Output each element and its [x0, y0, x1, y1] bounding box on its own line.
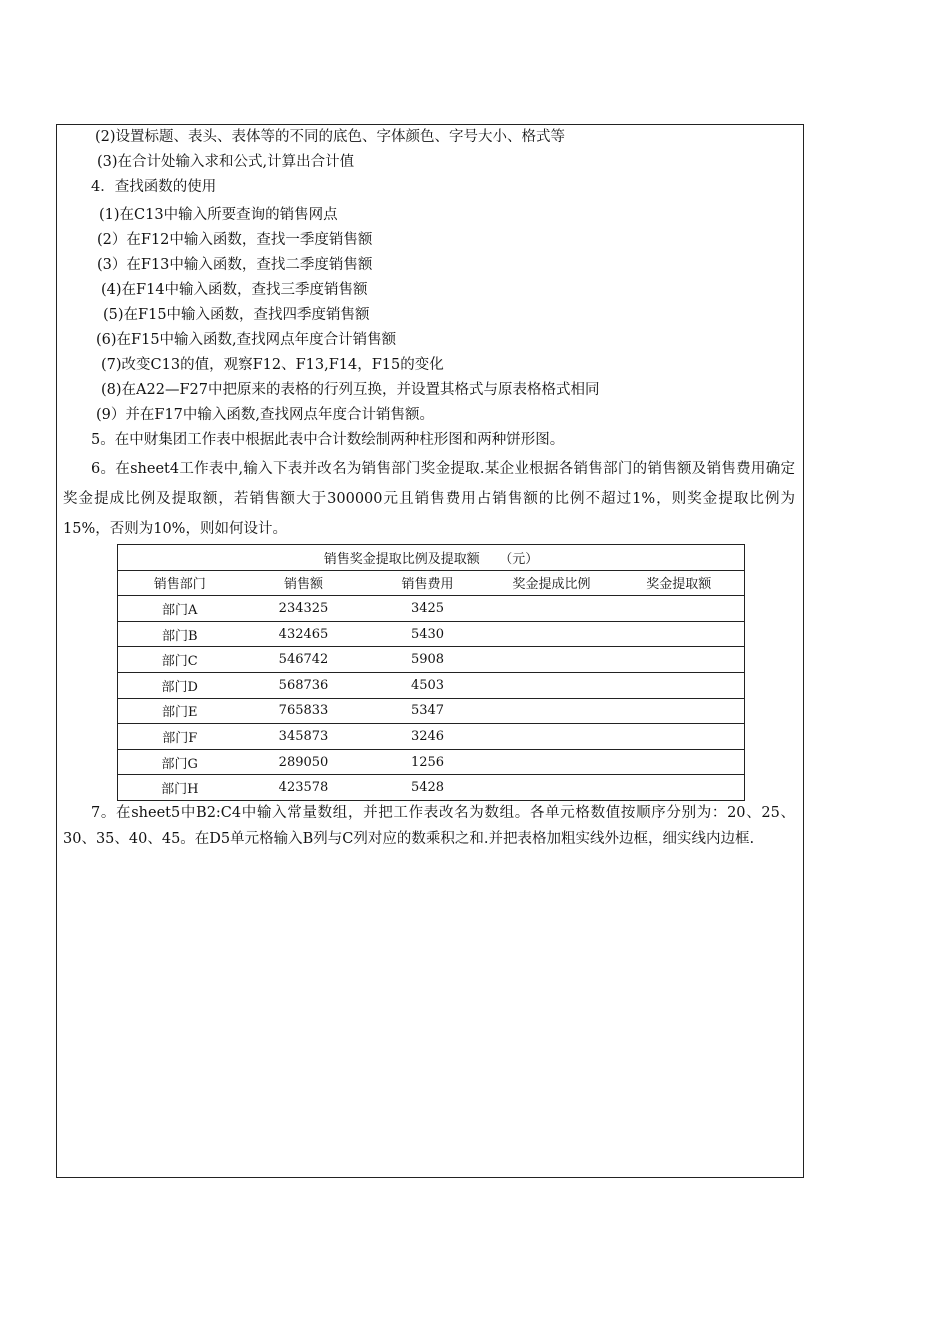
section-4-heading: 4．查找函数的使用: [91, 179, 217, 195]
bonus-cell: [614, 698, 745, 724]
ratio-cell: [490, 724, 614, 750]
table-row: [118, 621, 745, 647]
ratio-cell: [490, 647, 614, 673]
expense-cell: 3425: [366, 596, 490, 622]
step-4-4: (4)在F14中输入函数，查找三季度销售额: [101, 282, 368, 298]
step-4-7: (7)改变C13的值，观察F12、F13,F14，F15的变化: [101, 357, 444, 373]
step-4-5: (5)在F15中输入函数，查找四季度销售额: [103, 307, 370, 323]
step-4-3: (3）在F13中输入函数，查找二季度销售额: [97, 257, 373, 273]
sales-bonus-table: [117, 544, 745, 801]
ratio-cell: [490, 596, 614, 622]
dept-cell: 部门G: [118, 749, 242, 775]
expense-cell: 3246: [366, 724, 490, 750]
table-row: [118, 724, 745, 750]
expense-cell: 5347: [366, 698, 490, 724]
sales-cell: 765833: [242, 698, 366, 724]
sales-cell: 568736: [242, 672, 366, 698]
bonus-cell: [614, 621, 745, 647]
bonus-cell: [614, 749, 745, 775]
expense-cell: 5430: [366, 621, 490, 647]
sales-cell: 345873: [242, 724, 366, 750]
table-title: 销售奖金提取比例及提取额 （元）: [118, 545, 745, 571]
ratio-cell: [490, 621, 614, 647]
dept-cell: 部门B: [118, 621, 242, 647]
bonus-cell: [614, 724, 745, 750]
table-row: [118, 596, 745, 622]
section-5: 5。在中财集团工作表中根据此表中合计数绘制两种柱形图和两种饼形图。: [91, 432, 565, 448]
sales-cell: 546742: [242, 647, 366, 673]
dept-cell: 部门E: [118, 698, 242, 724]
ratio-cell: [490, 749, 614, 775]
section-7-paragraph: 7。在sheet5中B2:C4中输入常量数组，并把工作表改名为数组。各单元格数值按顺序分别为：20、25、30、35、40、45。在D5单元格输入B列与C列对应的数乘积之和.并把表格加粗实线外边框，细实线内边框.: [63, 805, 795, 847]
table-row: [118, 775, 745, 801]
section-6-paragraph: 6。在sheet4工作表中,输入下表并改名为销售部门奖金提取.某企业根据各销售部门的销售额及销售费用确定奖金提成比例及提取额，若销售额大于300000元且销售费用占销售额的比例不超过1%，则奖金提取比例为15%，否则为10%，则如何设计。: [63, 461, 795, 537]
dept-cell: 部门H: [118, 775, 242, 801]
expense-cell: 5908: [366, 647, 490, 673]
bonus-cell: [614, 672, 745, 698]
dept-cell: 部门A: [118, 596, 242, 622]
col-header: 销售额: [242, 570, 366, 596]
table-row: [118, 647, 745, 673]
sales-cell: 432465: [242, 621, 366, 647]
step-3-3: (3)在合计处输入求和公式,计算出合计值: [97, 154, 355, 170]
bonus-cell: [614, 596, 745, 622]
sales-cell: 289050: [242, 749, 366, 775]
ratio-cell: [490, 672, 614, 698]
col-header: 奖金提成比例: [490, 570, 614, 596]
dept-cell: 部门F: [118, 724, 242, 750]
table-row: [118, 749, 745, 775]
bonus-cell: [614, 647, 745, 673]
table-row: [118, 672, 745, 698]
step-3-2: (2)设置标题、表头、表体等的不同的底色、字体颜色、字号大小、格式等: [95, 129, 566, 145]
col-header: 奖金提取额: [614, 570, 745, 596]
step-4-9: (9）并在F17中输入函数,查找网点年度合计销售额。: [96, 407, 435, 423]
expense-cell: 5428: [366, 775, 490, 801]
step-4-8: (8)在A22—F27中把原来的表格的行列互换，并设置其格式与原表格格式相同: [101, 382, 600, 398]
col-header: 销售费用: [366, 570, 490, 596]
expense-cell: 4503: [366, 672, 490, 698]
bonus-cell: [614, 775, 745, 801]
step-4-6: (6)在F15中输入函数,查找网点年度合计销售额: [96, 332, 397, 348]
dept-cell: 部门D: [118, 672, 242, 698]
table-row: [118, 698, 745, 724]
step-4-2: (2）在F12中输入函数，查找一季度销售额: [97, 232, 373, 248]
expense-cell: 1256: [366, 749, 490, 775]
ratio-cell: [490, 775, 614, 801]
ratio-cell: [490, 698, 614, 724]
dept-cell: 部门C: [118, 647, 242, 673]
step-4-1: (1)在C13中输入所要查询的销售网点: [99, 207, 338, 223]
table-header-row: [118, 570, 745, 596]
col-header: 销售部门: [118, 570, 242, 596]
sales-cell: 423578: [242, 775, 366, 801]
sales-cell: 234325: [242, 596, 366, 622]
